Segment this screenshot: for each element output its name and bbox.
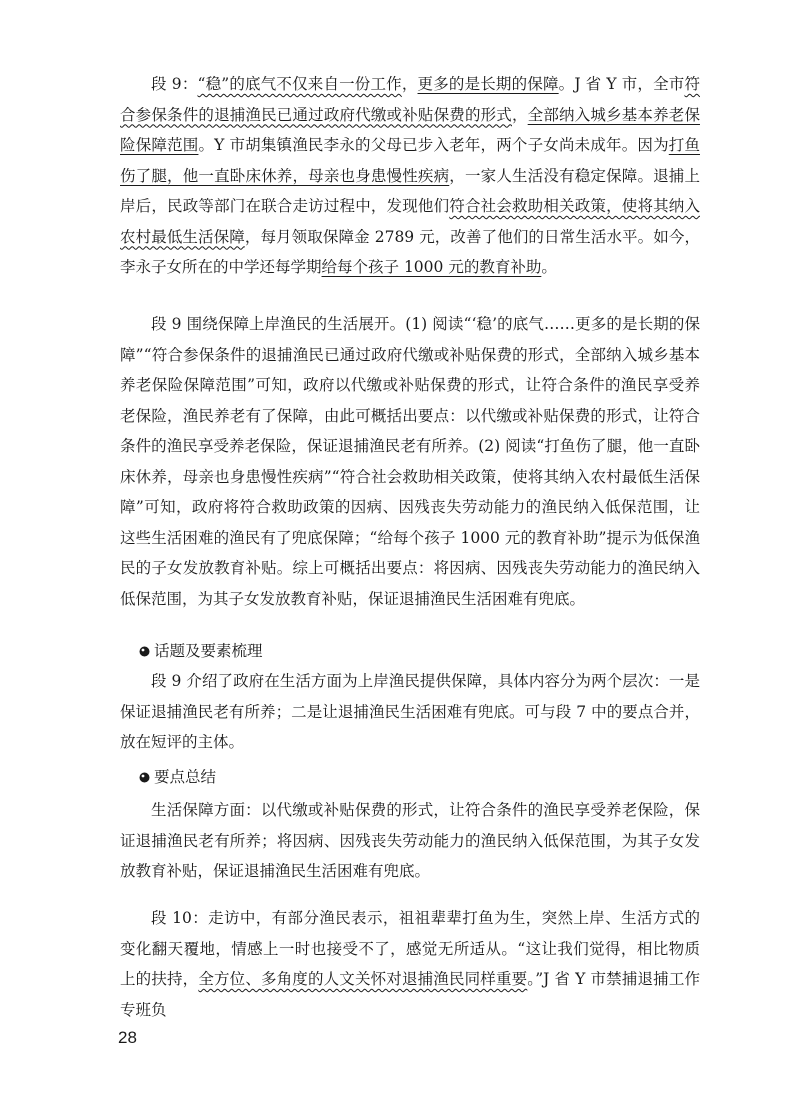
text-run: ，一家人生活没有稳定保障。退捕上岸后，民政等部门在联合走访过程中，发现他们 [120, 166, 700, 215]
summary-paragraph: 生活保障方面：以代缴或补贴保费的形式，让符合条件的渔民享受养老保险，保证退捕渔民老有所养；将因病、因残丧失劳动能力的渔民纳入低保范围，为其子女发放教育补贴，保证退捕渔民生活困难有兜底。 [120, 801, 700, 880]
page-number: 28 [118, 1028, 137, 1047]
underlined-text: 给每个孩子 1000 元的教育补助 [321, 258, 542, 276]
text-run: ，每月领取保障金 2789 元，改善了他们的日常生活水平。如今，李永子女所在的中学还每学期 [120, 227, 700, 276]
text-run: 段 10：走访中，有部分渔民表示，祖祖辈辈打鱼为生，突然上岸、生活方式的变化翻天覆地，情感上一时也接受不了，感觉无所适从。“这让我们觉得，相比物质上的扶持， [120, 909, 700, 988]
source-paragraph-9 [120, 69, 700, 283]
wavy-underlined-text: 全方位、多角度的人文关怀对退捕渔民同样重要 [198, 970, 528, 988]
underlined-text: 全部纳入城乡基本养老保险保障范围 [120, 105, 700, 154]
section-heading-topic [139, 636, 263, 666]
wavy-underlined-text: 符合参保条件的退捕渔民已通过政府代缴或补贴保费的形式 [120, 75, 700, 124]
section-heading-summary-label: 要点总结 [154, 768, 217, 786]
text-run: ， [401, 75, 418, 93]
text-run: 。Y 市胡集镇渔民李永的父母已步入老年，两个子女尚未成年。因为 [198, 136, 669, 154]
section-heading-summary [139, 762, 216, 792]
text-run: 。 [541, 258, 557, 276]
wavy-underlined-text: 符合社会救助相关政策，使将其纳入农村最低生活保障 [120, 197, 700, 246]
underlined-text: 更多的是长期的保障 [417, 75, 559, 93]
text-run: 。”J 省 Y 市禁捕退捕工作专班负 [120, 970, 700, 1019]
bullet-icon [139, 772, 150, 783]
topic-paragraph: 段 9 介绍了政府在生活方面为上岸渔民提供保障，具体内容分为两个层次：一是保证退捕渔民老有所养；二是让退捕渔民生活困难有兜底。可与段 7 中的要点合并，放在短评的主体。 [120, 672, 700, 751]
section-heading-topic-label: 话题及要素梳理 [154, 642, 263, 660]
source-paragraph-10 [120, 903, 700, 1025]
bullet-icon [139, 646, 150, 657]
underlined-text: 打鱼伤了腿，他一直卧床休养，母亲也身患慢性疾病 [120, 136, 700, 185]
wavy-underlined-text: “稳”的底气不仅来自一份工作 [197, 75, 402, 93]
text-run: 段 9： [151, 75, 198, 93]
text-run: 。J 省 Y 市，全市 [558, 75, 685, 93]
text-run: ， [511, 105, 528, 124]
analysis-paragraph: 段 9 围绕保障上岸渔民的生活展开。(1) 阅读“‘稳’的底气……更多的是长期的保障”“符合参保条件的退捕渔民已通过政府代缴或补贴保费的形式，全部纳入城乡基本养老保险保障范围”可知，政府以代缴或补贴保费的形式，让符合条件的渔民享受养老保险，渔民养老有了保障，由此可概括出要点：以代缴或补贴保费的形式，让符合条件的渔民享受养老保险，保证退捕渔民老有所养。(2) 阅读“打鱼伤了腿，他一直卧床休养，母亲也身患慢性疾病”“符合社会救助相关政策，使将其纳入农村最低生活保障”可知，政府将符合救助政策的因病、因残丧失劳动能力的渔民纳入低保范围，让这些生活困难的渔民有了兜底保障；“给每个孩子 1000 元的教育补助”提示为低保渔民的子女发放教育补贴。综上可概括出要点：将因病、因残丧失劳动能力的渔民纳入低保范围，为其子女发放教育补贴，保证退捕渔民生活困难有兜底。 [120, 315, 700, 608]
